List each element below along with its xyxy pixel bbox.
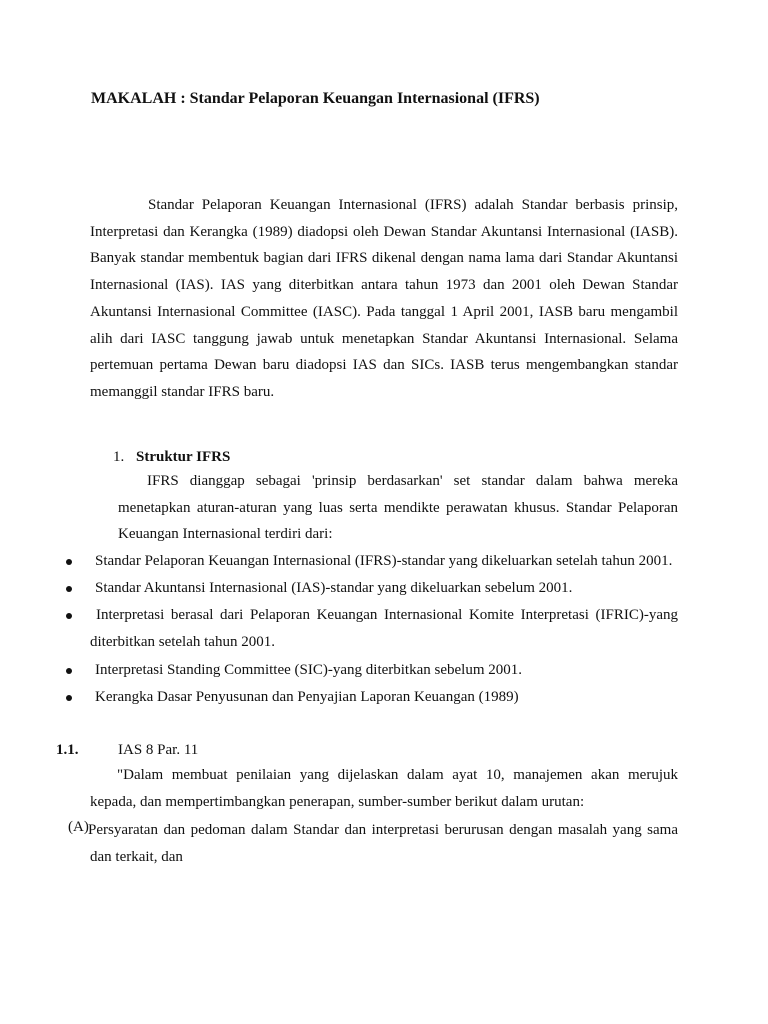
subsection-number: 1.1. [56,742,79,758]
list-item: Interpretasi Standing Committee (SIC)-yang diterbitkan sebelum 2001. [95,662,522,678]
section-body-text: IFRS dianggap sebagai 'prinsip berdasarkan' set standar dalam bahwa mereka menetapkan aturan-aturan yang luas serta mendikte perawatan khusus. Standar Pelaporan Keuangan Internasional terdiri dari: [118,473,678,543]
bullet-icon [66,613,72,619]
page-title: MAKALAH : Standar Pelaporan Keuangan Internasional (IFRS) [91,90,540,107]
quote-paragraph [90,762,678,815]
bullet-icon [66,668,72,674]
quote-text: "Dalam membuat penilaian yang dijelaskan dalam ayat 10, manajemen akan merujuk kepada, dan mempertimbangkan penerapan, sumber-sumber berikut dalam urutan: [90,767,678,810]
list-item: Standar Akuntansi Internasional (IAS)-standar yang dikeluarkan sebelum 2001. [95,580,573,596]
list-item: Interpretasi berasal dari Pelaporan Keuangan Internasional Komite Interpretasi (IFRIC)-yang diterbitkan setelah tahun 2001. [90,607,678,650]
section-number: 1. [113,449,125,465]
section-body [118,468,678,548]
bullet-icon [66,586,72,592]
bullet-icon [66,695,72,701]
section-heading: Struktur IFRS [136,449,231,465]
item-label: (A) [68,819,89,835]
bullet-icon [66,559,72,565]
list-item: Kerangka Dasar Penyusunan dan Penyajian Laporan Keuangan (1989) [95,689,519,705]
item-text [90,817,678,870]
item-text-content: Persyaratan dan pedoman dalam Standar dan interpretasi berurusan dengan masalah yang sama dan terkait, dan [88,822,678,865]
subsection-heading: IAS 8 Par. 11 [118,742,199,758]
intro-paragraph: Standar Pelaporan Keuangan Internasional (IFRS) adalah Standar berbasis prinsip, Interpretasi dan Kerangka (1989) diadopsi oleh Dewan Standar Akuntansi Internasional (IASB). Banyak standar membentuk bagian dari IFRS dikenal dengan nama lama dari Standar Akuntansi Internasional (IAS). IAS yang diterbitkan antara tahun 1973 dan 2001 oleh Dewan Standar Akuntansi Internasional Committee (IASC). Pada tanggal 1 April 2001, IASB baru mengambil alih dari IASC tanggung jawab untuk menetapkan Standar Akuntansi Internasional. Selama pertemuan pertama Dewan baru diadopsi IAS dan SICs. IASB terus mengembangkan standar memanggil standar IFRS baru. [90,197,678,400]
list-item: Standar Pelaporan Keuangan Internasional (IFRS)-standar yang dikeluarkan setelah tahun 2001. [95,553,673,569]
